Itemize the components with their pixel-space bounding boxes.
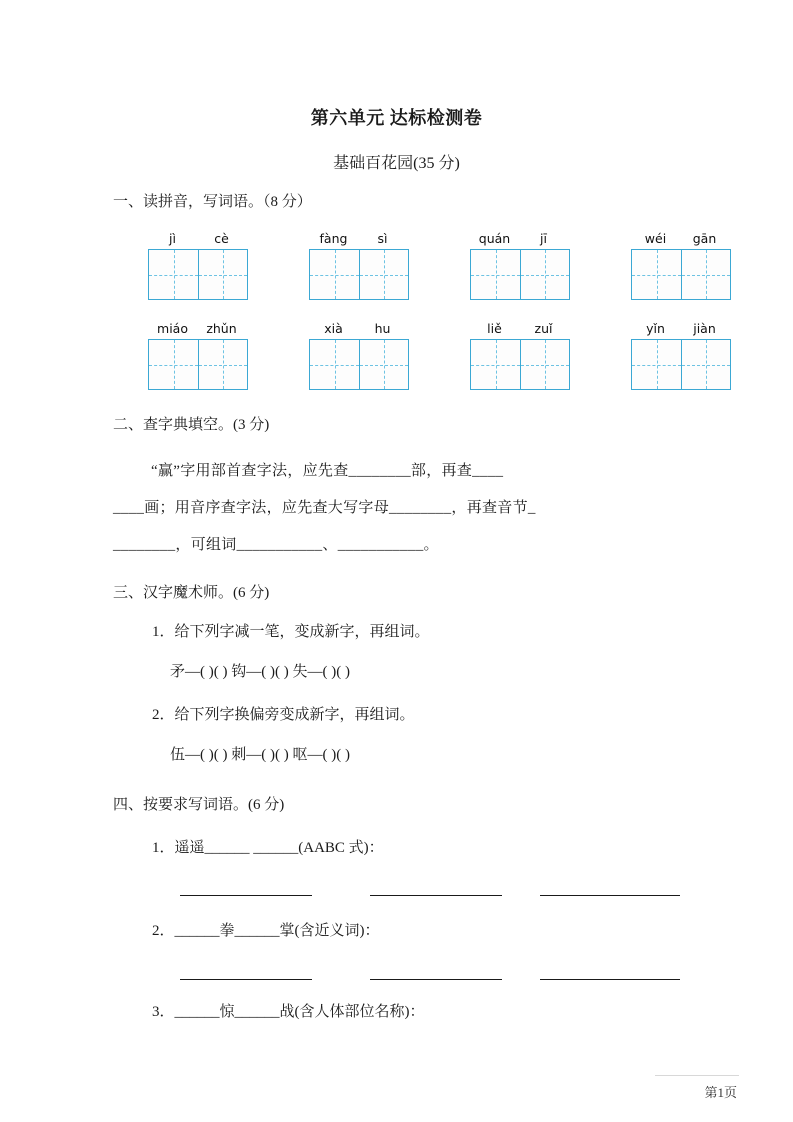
pinyin-syllable: jī <box>540 231 547 246</box>
section-4-item-2-prompt: 2．______拳______掌(含近义词)： <box>152 923 380 939</box>
pinyin-syllable: zuǐ <box>534 321 553 336</box>
pinyin-syllable: gān <box>692 231 717 246</box>
answer-blank[interactable] <box>540 895 680 896</box>
grid-cell[interactable] <box>632 340 681 389</box>
grid-cell[interactable] <box>310 250 359 299</box>
section-4-item-1-answer-blanks[interactable] <box>152 878 712 896</box>
pinyin-syllable: wéi <box>644 231 667 246</box>
page-number: 第1页 <box>704 1085 737 1100</box>
section-4-heading: 四、按要求写词语。(6 分) <box>113 797 285 813</box>
pinyin-group-5 <box>148 322 248 390</box>
grid-cell[interactable] <box>149 340 198 389</box>
pinyin-row <box>309 322 409 336</box>
section-1-heading: 一、读拼音，写词语。（8 分） <box>113 194 312 210</box>
grid-cell[interactable] <box>198 250 247 299</box>
pinyin-syllable: xià <box>324 321 343 336</box>
grid-cell[interactable] <box>681 250 730 299</box>
pinyin-group-8 <box>631 322 731 390</box>
character-grid[interactable] <box>631 249 731 300</box>
answer-blank[interactable] <box>370 979 502 980</box>
character-grid[interactable] <box>309 339 409 390</box>
grid-cell[interactable] <box>471 340 520 389</box>
pinyin-group-3 <box>470 232 570 300</box>
grid-cell[interactable] <box>520 250 569 299</box>
pinyin-row <box>631 322 731 336</box>
pinyin-syllable: liě <box>487 321 502 336</box>
section-2-heading: 二、查字典填空。(3 分) <box>113 417 270 433</box>
pinyin-group-2 <box>309 232 409 300</box>
pinyin-group-6 <box>309 322 409 390</box>
grid-cell[interactable] <box>198 340 247 389</box>
character-grid[interactable] <box>309 249 409 300</box>
pinyin-row <box>470 232 570 246</box>
character-grid[interactable] <box>470 249 570 300</box>
pinyin-syllable: zhǔn <box>206 321 237 336</box>
pinyin-syllable: sì <box>377 231 388 246</box>
section-3-item-1-answers[interactable]: 矛—( )( ) 钩—( )( ) 失—( )( ) <box>170 664 350 680</box>
grid-cell[interactable] <box>471 250 520 299</box>
pinyin-row <box>148 232 248 246</box>
pinyin-syllable: quán <box>478 231 511 246</box>
pinyin-row <box>148 322 248 336</box>
character-grid[interactable] <box>470 339 570 390</box>
section-2-line-2[interactable]: ____画；用音序查字法，应先查大写字母________，再查音节_ <box>113 500 536 516</box>
pinyin-syllable: miáo <box>157 321 188 336</box>
section-4-item-2-answer-blanks[interactable] <box>152 962 712 980</box>
pinyin-row <box>470 322 570 336</box>
character-grid[interactable] <box>148 249 248 300</box>
pinyin-row <box>631 232 731 246</box>
section-3-item-2-answers[interactable]: 伍—( )( ) 刺—( )( ) 呕—( )( ) <box>170 747 350 763</box>
section-4-item-1-prompt: 1．遥遥______ ______(AABC 式)： <box>152 840 384 856</box>
pinyin-syllable: jì <box>169 231 176 246</box>
section-4-item-3-prompt: 3．______惊______战(含人体部位名称)： <box>152 1004 425 1020</box>
section-3-item-2-prompt: 2．给下列字换偏旁变成新字，再组词。 <box>152 707 415 723</box>
pinyin-syllable: cè <box>214 231 229 246</box>
grid-cell[interactable] <box>520 340 569 389</box>
pinyin-group-4 <box>631 232 731 300</box>
pinyin-group-7 <box>470 322 570 390</box>
section-2-line-1[interactable]: “赢”字用部首查字法，应先查________部，再查____ <box>151 463 504 479</box>
pinyin-syllable: yǐn <box>646 321 665 336</box>
answer-blank[interactable] <box>180 895 312 896</box>
pinyin-group-1 <box>148 232 248 300</box>
grid-cell[interactable] <box>681 340 730 389</box>
pinyin-row <box>309 232 409 246</box>
grid-cell[interactable] <box>359 340 408 389</box>
section-3-heading: 三、汉字魔术师。(6 分) <box>113 585 270 601</box>
section-3-item-1-prompt: 1．给下列字减一笔，变成新字，再组词。 <box>152 624 430 640</box>
answer-blank[interactable] <box>370 895 502 896</box>
grid-cell[interactable] <box>310 340 359 389</box>
grid-cell[interactable] <box>632 250 681 299</box>
answer-blank[interactable] <box>540 979 680 980</box>
pinyin-syllable: hu <box>374 321 391 336</box>
footer-divider <box>655 1075 739 1076</box>
page-title: 第六单元 达标检测卷 <box>310 108 483 128</box>
section-2-line-3[interactable]: ________，可组词___________、___________。 <box>113 537 439 553</box>
answer-blank[interactable] <box>180 979 312 980</box>
character-grid[interactable] <box>631 339 731 390</box>
page-subtitle: 基础百花园(35 分) <box>333 155 460 172</box>
grid-cell[interactable] <box>149 250 198 299</box>
pinyin-syllable: fàng <box>319 231 348 246</box>
pinyin-syllable: jiàn <box>693 321 716 336</box>
grid-cell[interactable] <box>359 250 408 299</box>
character-grid[interactable] <box>148 339 248 390</box>
